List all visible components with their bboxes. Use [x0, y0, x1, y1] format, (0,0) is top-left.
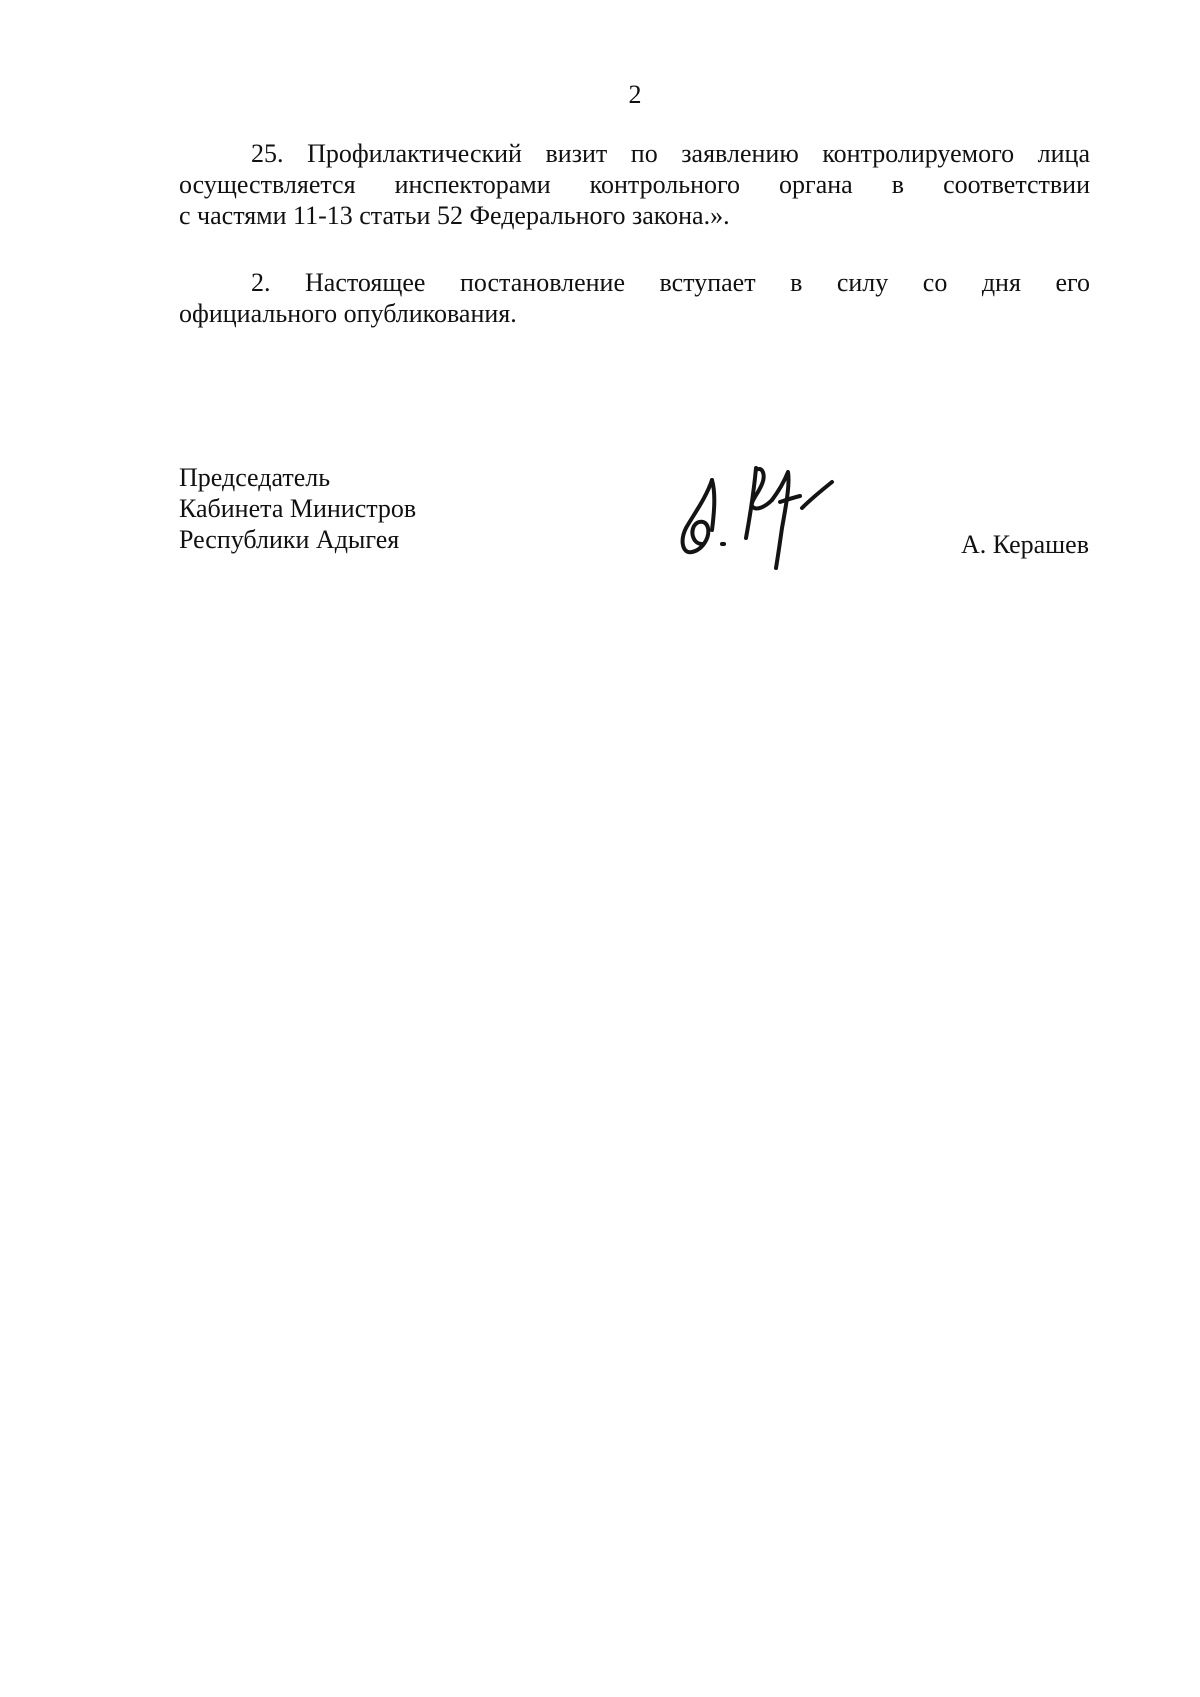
signatory-title	[179, 462, 416, 555]
paragraph-line: 2. Настоящее постановление вступает в силу со дня его	[251, 268, 1090, 297]
signatory-title-line: Республики Адыгея	[179, 525, 400, 554]
page-number: 2	[628, 80, 642, 109]
signatory-title-line: Председатель	[179, 463, 331, 492]
paragraph-25	[179, 138, 1090, 231]
signatory-name: А. Керашев	[960, 530, 1089, 559]
paragraph-line: официального опубликования.	[179, 299, 517, 328]
paragraph-2	[179, 267, 1090, 329]
signatory-title-line: Кабинета Министров	[179, 494, 417, 523]
paragraph-line: осуществляется инспекторами контрольного органа в соответствии	[179, 170, 1090, 199]
handwritten-signature	[672, 458, 842, 576]
paragraph-line: с частями 11-13 статьи 52 Федерального закона.».	[179, 201, 730, 230]
paragraph-line: 25. Профилактический визит по заявлению контролируемого лица	[251, 139, 1090, 168]
